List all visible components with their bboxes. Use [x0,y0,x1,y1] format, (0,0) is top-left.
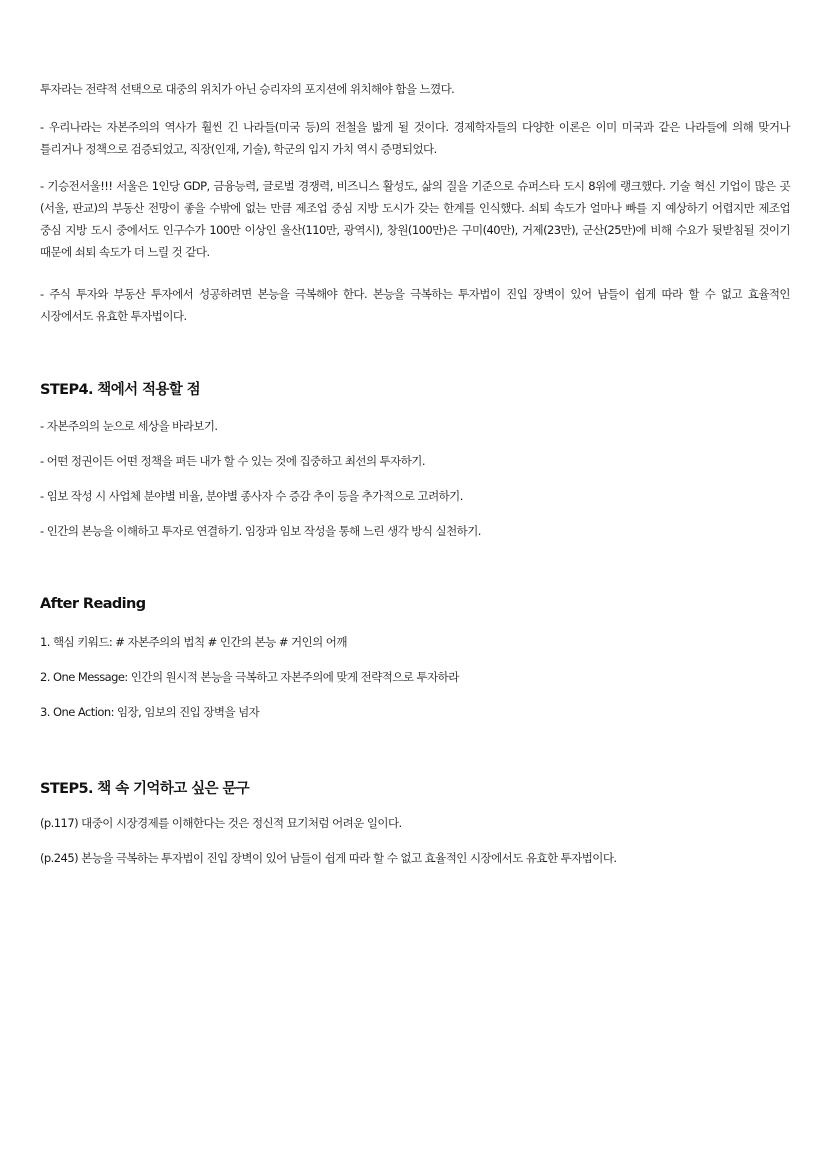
step5-heading: STEP5. 책 속 기억하고 싶은 문구 [40,781,250,797]
after-reading-heading: After Reading [40,596,146,612]
list-item: - 어떤 정권이든 어떤 정책을 펴든 내가 할 수 있는 것에 집중하고 최선의 투자하기. [40,454,425,468]
list-item: 3. One Action: 임장, 임보의 진입 장벽을 넘자 [40,705,260,719]
list-item: 2. One Message: 인간의 원시적 본능을 극복하고 자본주의에 맞게 전략적으로 투자하라 [40,670,459,684]
quote-item: (p.245) 본능을 극복하는 투자법이 진입 장벽이 있어 남들이 쉽게 따라 할 수 없고 효율적인 시장에서도 유효한 투자법이다. [40,851,617,865]
intro-paragraph: 투자라는 전략적 선택으로 대중의 위치가 아닌 승리자의 포지션에 위치해야 함을 느꼈다. [40,82,455,96]
paragraph-text: - 기승전서울!!! 서울은 1인당 GDP, 금융능력, 글로벌 경쟁력, 비즈니스 활성도, 삶의 질을 기준으로 슈퍼스타 도시 8위에 랭크했다. 기술 혁신 기업이 많은 곳(서울, 판교)의 부동산 전망이 좋을 수밖에 없는 만큼 제조업 중심 지방 도시가 갖는 한계를 인식했다. 쇠퇴 속도가 얼마나 빠를 지 예상하기 어렵지만 제조업 중심 지방 도시 중에서도 인구수가 100만 이상인 울산(110만, 광역시), 창원(100만)은 구미(40만), 거제(23만), 군산(25만)에 비해 수요가 뒷받침될 것이기 때문에 쇠퇴 속도가 더 느릴 것 같다. [40,179,790,259]
list-item: - 임보 작성 시 사업체 분야별 비율, 분야별 종사자 수 증감 추이 등을 추가적으로 고려하기. [40,489,463,503]
intro-item-instinct [40,283,790,327]
list-item: - 인간의 본능을 이해하고 투자로 연결하기. 임장과 임보 작성을 통해 느린 생각 방식 실천하기. [40,524,481,538]
step4-heading: STEP4. 책에서 적용할 점 [40,382,201,398]
paragraph-text: - 우리나라는 자본주의의 역사가 훨씬 긴 나라들(미국 등)의 전철을 밟게 될 것이다. 경제학자들의 다양한 이론은 이미 미국과 같은 나라들에 의해 맞거나 틀리거나 정책으로 검증되었고, 직장(인재, 기술), 학군의 입지 가치 역시 증명되었다. [40,120,790,156]
intro-item-seoul [40,175,790,263]
paragraph-text: - 주식 투자와 부동산 투자에서 성공하려면 본능을 극복해야 한다. 본능을 극복하는 투자법이 진입 장벽이 있어 남들이 쉽게 따라 할 수 없고 효율적인 시장에서도 유효한 투자법이다. [40,287,790,323]
quote-item: (p.117) 대중이 시장경제를 이해한다는 것은 정신적 묘기처럼 어려운 일이다. [40,816,402,830]
list-item: 1. 핵심 키워드: # 자본주의의 법칙 # 인간의 본능 # 거인의 어깨 [40,635,347,649]
list-item: - 자본주의의 눈으로 세상을 바라보기. [40,419,218,433]
intro-item-history [40,116,790,160]
